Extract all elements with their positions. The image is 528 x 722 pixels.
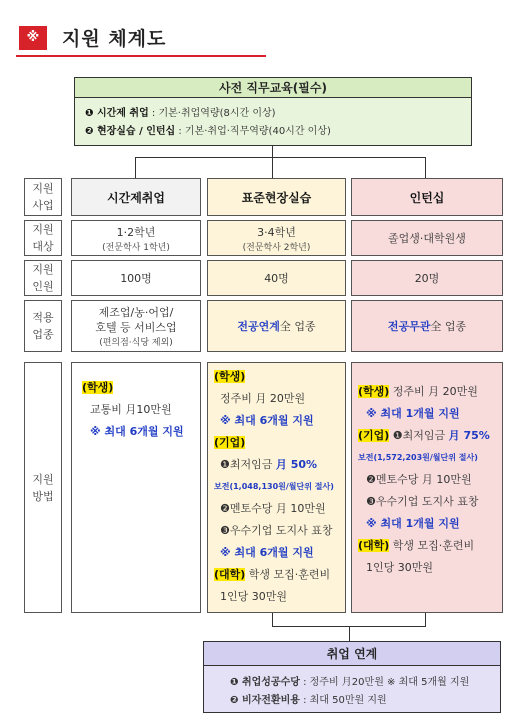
standard-univ-tag: (대학) <box>214 568 246 581</box>
label-industry: 적용 업종 <box>24 300 62 352</box>
standard-student-2: ※ 최대 6개월 지원 <box>220 414 314 427</box>
intern-industry-major: 전공무관 <box>387 320 431 333</box>
label-method: 지원 방법 <box>24 362 62 613</box>
standard-company-1 <box>214 454 339 476</box>
standard-people: 40명 <box>207 260 346 296</box>
intern-univ-2: 1인당 30만원 <box>366 561 433 574</box>
standard-company-1c: 보전(1,048,130원/월단위 절사) <box>214 482 334 491</box>
employment-link-line-1-label: ❶ 취업성공수당 <box>230 677 300 688</box>
page-title: 지원 체계도 <box>62 28 167 50</box>
standard-method <box>207 362 346 613</box>
label-business: 지원 사업 <box>24 178 62 216</box>
intern-company-4: ※ 최대 1개월 지원 <box>366 517 460 530</box>
intern-student-1: 정주비 月 20만원 <box>389 385 478 398</box>
standard-target <box>207 220 346 256</box>
parttime-target-text: 1·2학년 <box>116 225 156 239</box>
intern-method <box>351 362 503 613</box>
intern-header: 인턴십 <box>351 178 503 216</box>
employment-link-line-1 <box>230 673 469 688</box>
intern-company-1a: ❶최저임금 <box>389 429 449 442</box>
connector-line <box>425 157 426 178</box>
standard-company-tag: (기업) <box>214 436 246 449</box>
parttime-industry-text: 제조업/농·어업/ 호텔 등 서비스업 <box>95 305 177 334</box>
connector-line <box>135 157 425 158</box>
parttime-people: 100명 <box>71 260 201 296</box>
standard-target-sub: (전문학사 2학년) <box>242 242 311 253</box>
employment-link-box <box>203 641 501 713</box>
standard-company-1a: ❶최저임금 <box>220 458 276 471</box>
connector-line <box>349 626 350 641</box>
employment-link-line-2-label: ❷ 비자전환비용 <box>230 695 300 706</box>
standard-target-text: 3·4학년 <box>257 225 296 239</box>
parttime-student-tag: (학생) <box>82 381 114 394</box>
intern-company-3: ❸우수기업 도지사 표창 <box>366 495 479 508</box>
label-people: 지원 인원 <box>24 260 62 296</box>
parttime-header: 시간제취업 <box>71 178 201 216</box>
pre-training-line-2-label: ❷ 현장실습 / 인턴십 <box>85 126 176 137</box>
pre-training-title: 사전 직무교육(필수) <box>75 78 471 98</box>
parttime-target-sub: (전문학사 1학년) <box>102 242 170 253</box>
pre-training-box <box>74 77 472 146</box>
intern-student-2: ※ 최대 1개월 지원 <box>366 407 460 420</box>
employment-link-title: 취업 연계 <box>204 642 500 666</box>
intern-industry-all: 全 업종 <box>430 320 467 333</box>
intern-target <box>351 220 503 256</box>
pre-training-line-2 <box>85 122 331 137</box>
intern-industry <box>351 300 503 352</box>
standard-univ-2: 1인당 30만원 <box>220 590 287 603</box>
intern-company-1c: 보전(1,572,203원/월단위 절사) <box>358 453 478 462</box>
pre-training-line-1-label: ❶ 시간제 취업 <box>85 108 149 119</box>
intern-student-tag: (학생) <box>358 385 390 398</box>
intern-univ-tag: (대학) <box>358 539 390 552</box>
connector-line <box>272 157 273 178</box>
standard-company-4: ※ 최대 6개월 지원 <box>220 546 314 559</box>
intern-company-tag: (기업) <box>358 429 390 442</box>
intern-company-2: ❷멘토수당 月 10만원 <box>366 473 472 486</box>
parttime-industry-sub: (편의점·식당 제외) <box>99 337 173 348</box>
connector-line <box>135 157 136 178</box>
standard-univ-1: 학생 모집·훈련비 <box>245 568 331 581</box>
standard-student-1: 정주비 月 20만원 <box>220 392 306 405</box>
parttime-method-2: ※ 최대 6개월 지원 <box>90 425 184 438</box>
standard-company-2: ❷멘토수당 月 10만원 <box>220 502 326 515</box>
intern-company-1b: 月 75% <box>448 429 490 442</box>
standard-industry-major: 전공연계 <box>237 320 280 333</box>
label-target: 지원 대상 <box>24 220 62 256</box>
title-marker-icon: ※ <box>19 26 47 50</box>
standard-industry <box>207 300 346 352</box>
pre-training-line-2-text: : 기본·취업·직무역량(40시간 이상) <box>175 126 331 137</box>
standard-industry-all: 全 업종 <box>279 320 316 333</box>
connector-line <box>272 613 273 627</box>
pre-training-line-1-text: : 기본·취업역량(8시간 이상) <box>148 108 276 119</box>
pre-training-line-1 <box>85 104 276 119</box>
parttime-method-1: 교통비 月10만원 <box>90 403 172 416</box>
employment-link-line-2 <box>230 691 387 706</box>
parttime-method <box>71 362 201 613</box>
connector-line <box>425 613 426 627</box>
employment-link-line-2-text: : 최대 50만원 지원 <box>299 695 387 706</box>
standard-student-tag: (학생) <box>214 370 246 383</box>
standard-company-3: ❸우수기업 도지사 표창 <box>220 524 333 537</box>
intern-people: 20명 <box>351 260 503 296</box>
intern-univ-1: 학생 모집·훈련비 <box>389 539 475 552</box>
intern-target-text: 졸업생·대학원생 <box>388 232 466 245</box>
parttime-industry <box>71 300 201 352</box>
standard-company-1b: 月 50% <box>275 458 318 471</box>
standard-header: 표준현장실습 <box>207 178 346 216</box>
parttime-target <box>71 220 201 256</box>
title-underline <box>16 55 266 57</box>
employment-link-line-1-text: : 정주비 月20만원 ※ 최대 5개월 지원 <box>299 677 470 688</box>
